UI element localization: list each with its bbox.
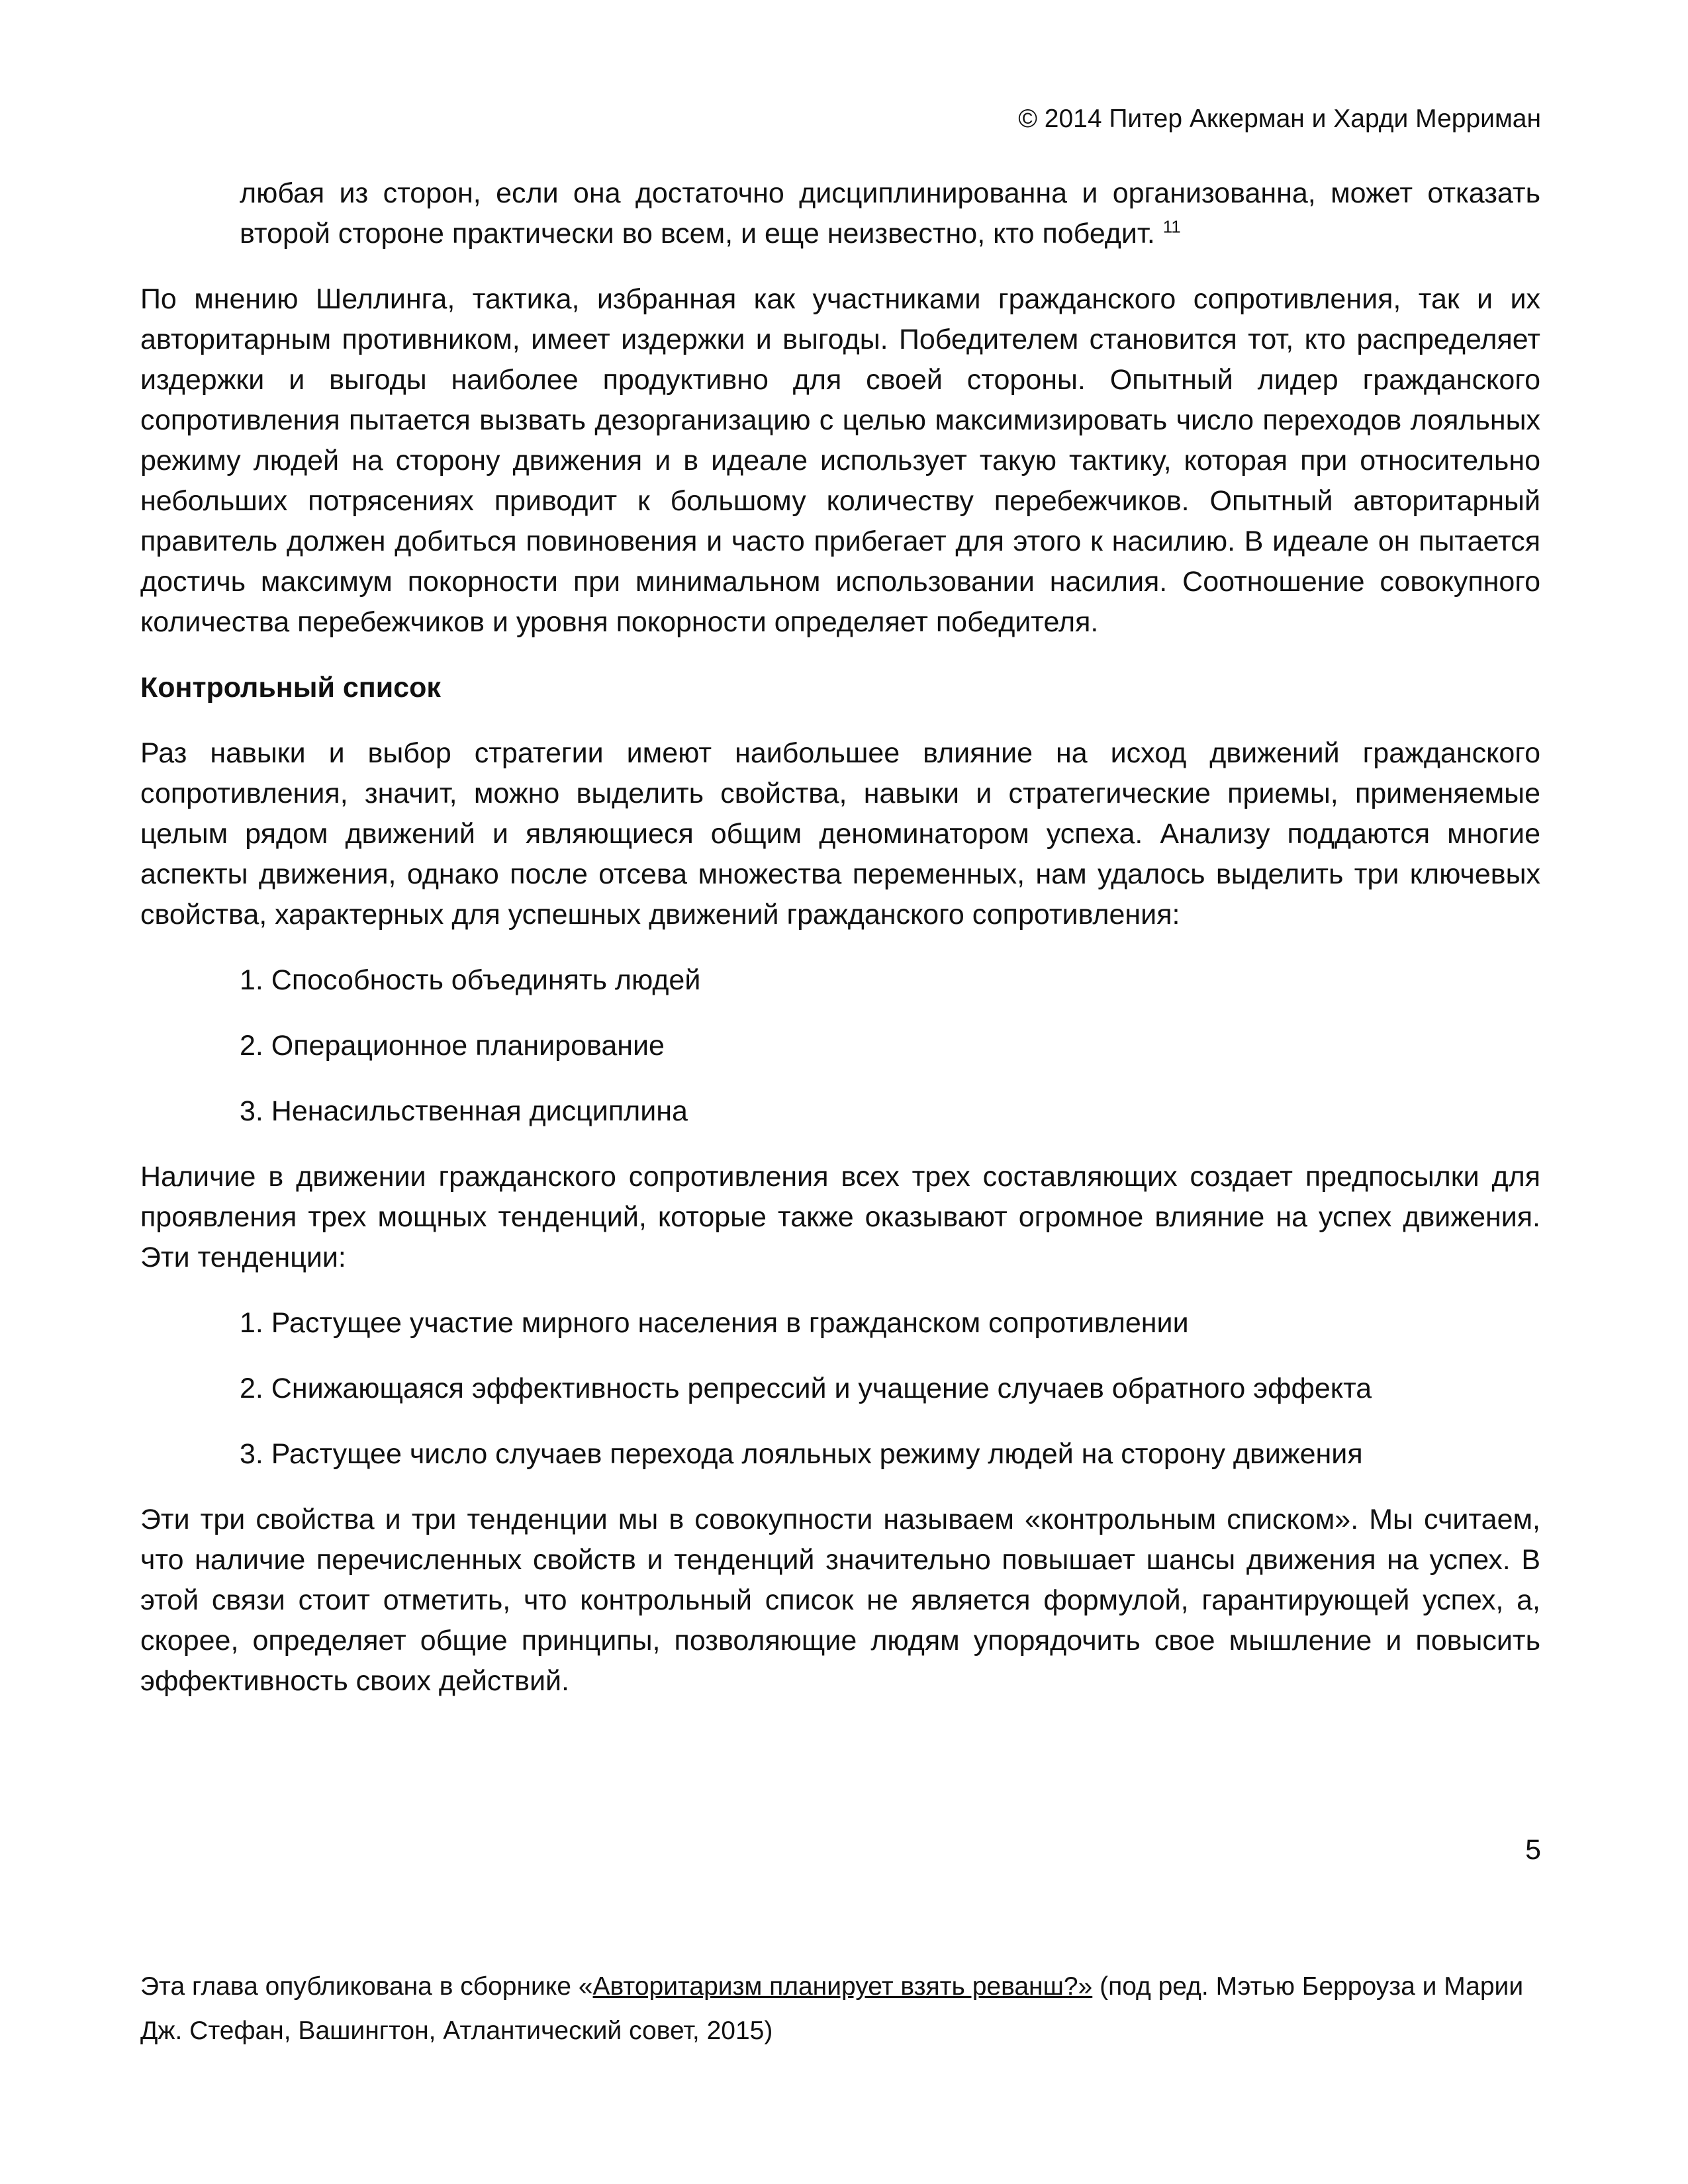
list-item-property-3: 3. Ненасильственная дисциплина (240, 1095, 688, 1127)
list-item-tendency-1: 1. Растущее участие мирного населения в гражданском сопротивлении (240, 1307, 1189, 1339)
footer-book-link[interactable]: Авторитаризм планирует взять реванш?» (592, 1972, 1093, 2001)
footer-prefix: Эта глава опубликована в сборнике « (140, 1972, 593, 2001)
block-quote (140, 173, 1540, 254)
footer-note (140, 1964, 1557, 2053)
footnote-reference[interactable]: 11 (1162, 216, 1181, 237)
section-heading: Контрольный список (140, 672, 441, 704)
page-number: 5 (1525, 1834, 1541, 1866)
footer-suffix: (под ред. Мэтью Берроуза и Марии Дж. Стефан, Вашингтон, Атлантический совет, 2015) (140, 1972, 1524, 2045)
list-item-tendency-3: 3. Растущее число случаев перехода лояльных режиму людей на сторону движения (240, 1438, 1363, 1470)
paragraph-checklist: Эти три свойства и три тенденции мы в совокупности называем «контрольным списком». Мы считаем, что наличие перечисленных свойств и тенденций значительно повышает шансы движения на успех. В этой связи стоит отметить, что контрольный список не является формулой, гарантирующей успех, а, скорее, определяет общие принципы, позволяющие людям упорядочить свое мышление и повысить эффективность своих действий. (140, 1504, 1540, 1697)
list-item-property-1: 1. Способность объединять людей (240, 964, 701, 996)
list-item-property-2: 2. Операционное планирование (240, 1030, 665, 1062)
quote-text: любая из сторон, если она достаточно дисциплинированна и организованна, может отказать второй стороне практически во всем, и еще неизвестно, кто победит. (240, 177, 1540, 250)
paragraph-schelling: По мнению Шеллинга, тактика, избранная как участниками гражданского сопротивления, так и их авторитарным противником, имеет издержки и выгоды. Победителем становится тот, кто распределяет издержки и выгоды наиболее продуктивно для своей стороны. Опытный лидер гражданского сопротивления пытается вызвать дезорганизацию с целью максимизировать число переходов лояльных режиму людей на сторону движения и в идеале использует такую тактику, которая при относительно небольших потрясениях приводит к большому количеству перебежчиков. Опытный авторитарный правитель должен добиться повиновения и часто прибегает для этого к насилию. В идеале он пытается достичь максимум покорности при минимальном использовании насилия. Соотношение совокупного количества перебежчиков и уровня покорности определяет победителя. (140, 283, 1540, 638)
paragraph-tendencies: Наличие в движении гражданского сопротивления всех трех составляющих создает предпосылки для проявления трех мощных тенденций, которые также оказывают огромное влияние на успех движения. Эти тенденции: (140, 1161, 1540, 1273)
list-item-tendency-2: 2. Снижающаяся эффективность репрессий и учащение случаев обратного эффекта (240, 1373, 1372, 1404)
paragraph-skills: Раз навыки и выбор стратегии имеют наибольшее влияние на исход движений гражданского сопротивления, значит, можно выделить свойства, навыки и стратегические приемы, применяемые целым рядом движений и являющиеся общим деноминатором успеха. Анализу поддаются многие аспекты движения, однако после отсева множества переменных, нам удалось выделить три ключевых свойства, характерных для успешных движений гражданского сопротивления: (140, 737, 1540, 931)
copyright-header: © 2014 Питер Аккерман и Харди Мерриман (1018, 105, 1541, 133)
main-content (140, 173, 1540, 1702)
